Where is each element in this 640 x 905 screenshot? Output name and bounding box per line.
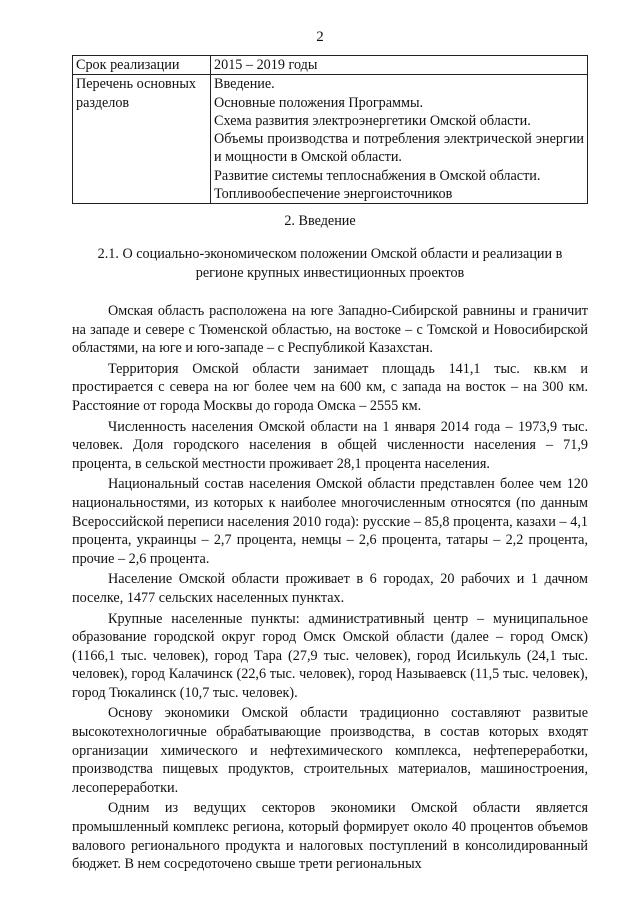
section-title: 2. Введение	[284, 213, 356, 229]
table-cell-label: Перечень основных разделов	[73, 75, 211, 204]
table-value-line: 2015 – 2019 годы	[214, 57, 318, 73]
table-value-line: Топливообеспечение энергоисточников	[214, 186, 453, 203]
page-number: 2	[316, 29, 324, 45]
table-value-line: Объемы производства и потребления электрической энергии и мощности в Омской области.	[214, 131, 584, 166]
paragraph: Население Омской области проживает в 6 городах, 20 рабочих и 1 дачном поселке, 1477 сельских населенных пунктах.	[72, 571, 588, 606]
paragraph: Численность населения Омской области на 1 января 2014 года – 1973,9 тыс. человек. Доля городского населения в общей численности населения – 71,9 процента, в сельской местности проживает 28,1 процента населения.	[72, 418, 588, 472]
body-text	[72, 302, 588, 876]
subsection-title: 2.1. О социально-экономическом положении Омской области и реализации в регионе крупных инвестиционных проектов	[97, 246, 563, 281]
paragraph: Национальный состав населения Омской области представлен более чем 120 национальностями, из которых к наиболее многочисленным относятся (по данным Всероссийской переписи населения 2010 года): русские – 85,8 процента, казахи – 4,1 процента, украинцы – 2,7 процента, немцы – 2,6 процента, татары – 2,2 процента, прочие – 2,6 процента.	[72, 476, 588, 567]
table-row	[73, 56, 588, 75]
table-value-line: Основные положения Программы.	[214, 94, 424, 111]
table-value-line: Введение.	[214, 76, 275, 93]
table-cell-label: Срок реализации	[73, 56, 211, 75]
paragraph: Одним из ведущих секторов экономики Омской области является промышленный комплекс региона, который формирует около 40 процентов объемов валового регионального продукта и налоговых поступлений в консолидированный бюджет. В нем сосредоточено свыше трети региональных	[72, 800, 588, 873]
paragraph: Территория Омской области занимает площадь 141,1 тыс. кв.км и простирается с севера на юг более чем на 600 км, с запада на восток – на 300 км. Расстояние от города Москвы до города Омска – 2555 км.	[72, 360, 588, 414]
table-cell-value	[211, 56, 588, 75]
paragraph: Основу экономики Омской области традиционно составляют развитые высокотехнологичные обрабатывающие производства, в состав которых входят организации химического и нефтехимического комплекса, нефтепереработки, производства пищевых продуктов, строительных материалов, машиностроения, лесопереработки.	[72, 705, 588, 796]
table-cell-value	[211, 75, 588, 204]
program-info-table	[72, 55, 588, 204]
table-value-line: Схема развития электроэнергетики Омской области.	[214, 112, 531, 129]
paragraph: Омская область расположена на юге Западно-Сибирской равнины и граничит на западе и севере с Тюменской областью, на востоке – с Томской и Новосибирской областями, на юге и юго-западе – с Республикой Казахстан.	[72, 303, 588, 357]
paragraph: Крупные населенные пункты: административный центр – муниципальное образование городской округ город Омск Омской области (далее – город Омск) (1166,1 тыс. человек), город Тара (27,9 тыс. человек), город Исилькуль (24,1 тыс. человек), город Калачинск (22,6 тыс. человек), город Называевск (11,5 тыс. человек), город Тюкалинск (10,7 тыс. человек).	[72, 610, 588, 701]
table-row	[73, 75, 588, 204]
table-value-line: Развитие системы теплоснабжения в Омской области.	[214, 167, 541, 184]
